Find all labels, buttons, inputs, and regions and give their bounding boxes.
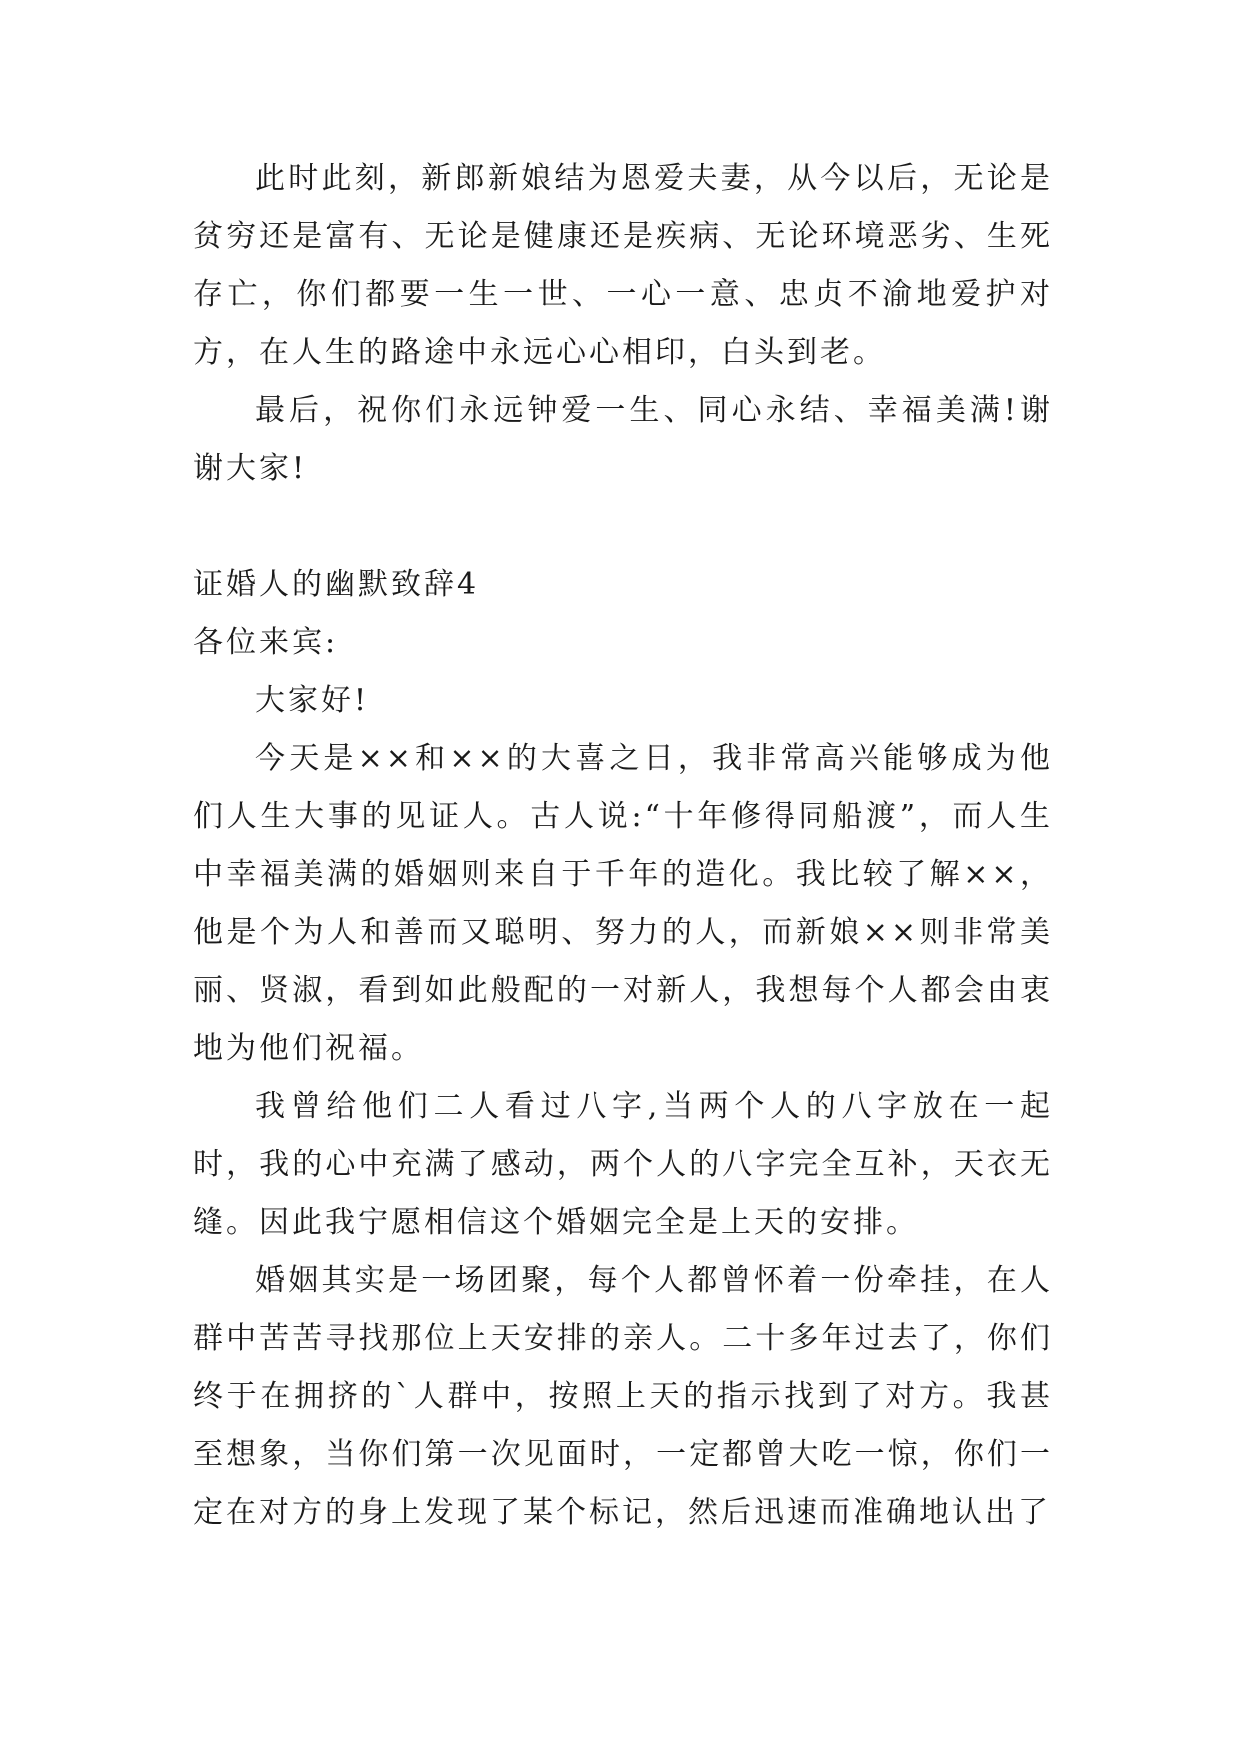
paragraph-horoscope: 我曾给他们二人看过八字,当两个人的八字放在一起时，我的心中充满了感动，两个人的八字完全互补，天衣无缝。因此我宁愿相信这个婚姻完全是上天的安排。: [193, 1089, 1053, 1240]
paragraph-vows: 此时此刻，新郎新娘结为恩爱夫妻，从今以后，无论是贫穷还是富有、无论是健康还是疾病、无论环境恶劣、生死存亡，你们都要一生一世、一心一意、忠贞不渝地爱护对方，在人生的路途中永远心心相印，白头到老。: [193, 161, 1053, 370]
document-body: [193, 150, 1053, 1542]
section-title: 证婚人的幽默致辞4: [193, 567, 480, 602]
paragraph-witness-intro: 今天是××和××的大喜之日，我非常高兴能够成为他们人生大事的见证人。古人说:“十年修得同船渡”，而人生中幸福美满的婚姻则来自于千年的造化。我比较了解××，他是个为人和善而又聪明、努力的人，而新娘××则非常美丽、贤淑，看到如此般配的一对新人，我想每个人都会由衷地为他们祝福。: [193, 741, 1053, 1066]
section-spacer: [193, 498, 1053, 556]
paragraph-closing-blessing: 最后，祝你们永远钟爱一生、同心永结、幸福美满!谢谢大家!: [193, 393, 1053, 486]
salutation: 各位来宾:: [193, 625, 339, 660]
paragraph-hello: 大家好!: [255, 683, 370, 718]
paragraph-reunion: 婚姻其实是一场团聚，每个人都曾怀着一份牵挂，在人群中苦苦寻找那位上天安排的亲人。二十多年过去了，你们终于在拥挤的`人群中，按照上天的指示找到了对方。我甚至想象，当你们第一次见面时，一定都曾大吃一惊，你们一定在对方的身上发现了某个标记，然后迅速而准确地认出了: [193, 1263, 1053, 1530]
